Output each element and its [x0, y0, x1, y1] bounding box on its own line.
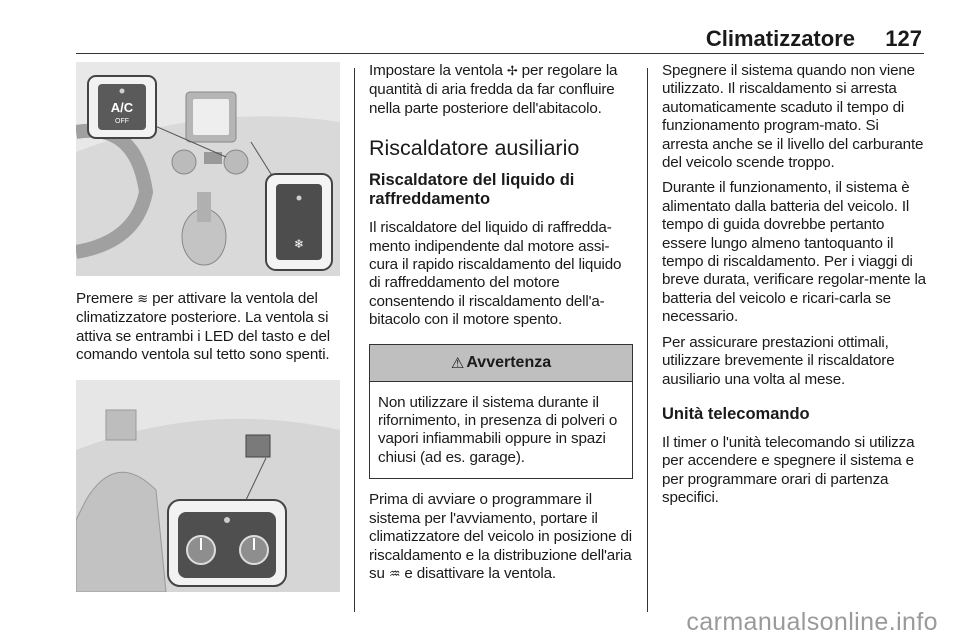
text-run: per attivare la ventola del climatizzatore posteriore. La ventola si attiva se entrambi i LED del tasto e del comando ventola sul tetto sono spenti. — [76, 290, 331, 364]
text-run: e disattivare la ventola. — [400, 564, 556, 582]
fan-icon: ✢ — [506, 64, 518, 79]
column-2 — [369, 62, 633, 591]
heading-auxiliary-heater: Riscaldatore ausiliario — [369, 136, 580, 161]
remote-unit-paragraph: Il timer o l'unità telecomando si utilizza per accendere e spegnere il sistema e per programmare orari di partenza specifici. — [662, 433, 915, 507]
battery-paragraph: Durante il funzionamento, il sistema è alimentato dalla batteria del veicolo. Il tempo di guida dovrebbe pertanto essere lungo almeno tantoquanto il tempo di riscaldamento. Per i viaggi di breve durata, verificare regolar-mente la batteria del veicolo e ricari-carla se necessario. — [662, 179, 926, 326]
text-run: Premere — [76, 290, 138, 307]
warning-title: Avvertenza — [466, 353, 552, 371]
rear-fan-paragraph — [76, 290, 342, 365]
dashboard-ac-photo — [76, 62, 340, 276]
dashboard-illustration — [76, 62, 340, 276]
watermark: carmanualsonline.info — [686, 608, 938, 636]
roof-control-illustration — [76, 380, 340, 592]
text-run: Impostare la ventola — [369, 62, 507, 79]
page-header — [0, 0, 960, 58]
page-number: 127 — [885, 26, 922, 51]
column-1 — [76, 62, 342, 592]
warning-icon: ⚠ — [450, 353, 465, 372]
before-start-paragraph — [369, 491, 633, 584]
roof-fan-control-photo — [76, 380, 340, 592]
heading-coolant-heater: Riscaldatore del liquido di raffreddamento — [369, 171, 575, 209]
warning-header — [370, 345, 632, 382]
heading-remote-unit: Unità telecomando — [662, 404, 810, 423]
warning-box — [369, 344, 633, 480]
fan-setting-paragraph — [369, 62, 633, 118]
column-3 — [662, 62, 928, 515]
coolant-heater-paragraph: Il riscaldatore del liquido di raffredda-mento indipendente dal motore assi-cura il rapido riscaldamento del liquido di raffreddamento del motore consentendo il riscaldamento dell'a-bitacolo con il motore spento. — [369, 219, 622, 329]
switch-off-paragraph: Spegnere il sistema quando non viene utilizzato. Il riscaldamento si arresta automaticamente scaduto il tempo di funzionamento program-mato. Si arresta anche se il livello del carburante del veicolo scende troppo. — [662, 62, 924, 172]
warning-text: Non utilizzare il sistema durante il rifornimento, in presenza di polveri o vapori infiammabili oppure in spazi chiusi (ad es. garage). — [378, 393, 618, 466]
text-run: Prima di avviare o programmare il sistema per l'avviamento, portare il climatizzatore del veicolo in posizione di riscaldamento e la distribuzione dell'aria su — [369, 491, 632, 582]
rear-fan-icon: ≋ — [137, 292, 149, 307]
header-divider — [76, 53, 924, 54]
text-run: per regolare la quantità di aria fredda da far confluire nella parte posteriore dell'abitacolo. — [369, 62, 618, 117]
defrost-icon: ♒ — [388, 566, 401, 582]
column-divider-1 — [354, 68, 355, 612]
column-divider-2 — [647, 68, 648, 612]
ac-off-label: OFF — [115, 118, 129, 125]
svg-text:❄: ❄ — [293, 237, 305, 251]
section-title: Climatizzatore — [705, 26, 855, 51]
monthly-use-paragraph: Per assicurare prestazioni ottimali, utilizzare brevemente il riscaldatore ausiliario una volta al mese. — [662, 333, 895, 388]
ac-label: A/C — [110, 100, 134, 115]
